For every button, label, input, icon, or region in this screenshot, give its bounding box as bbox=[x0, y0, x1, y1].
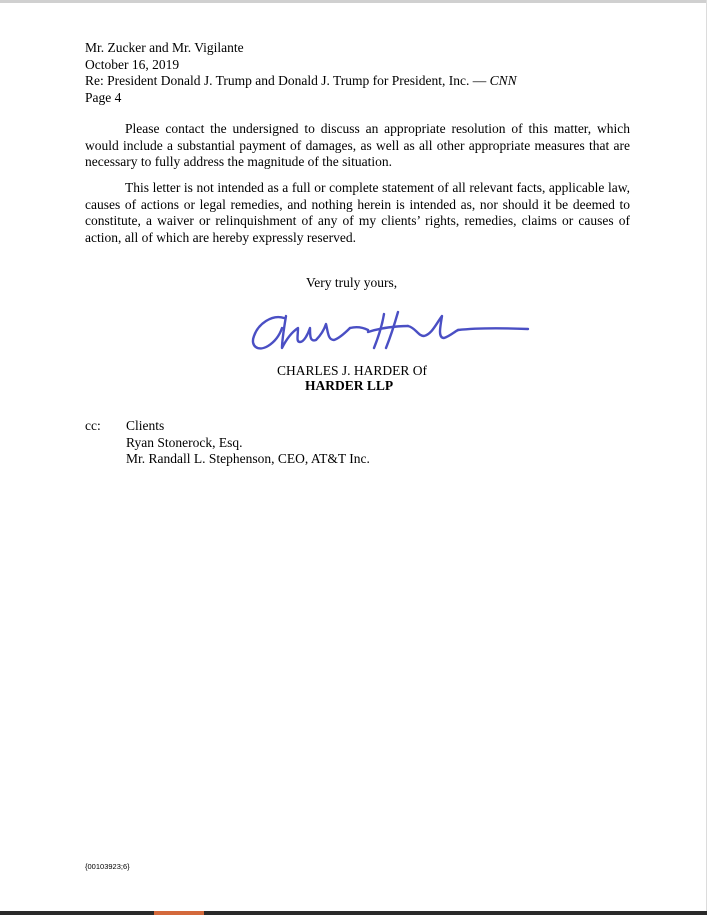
date-line: October 16, 2019 bbox=[85, 56, 180, 72]
re-line bbox=[85, 73, 517, 90]
bottom-bar-accent bbox=[154, 911, 204, 915]
valediction: Very truly yours, bbox=[306, 275, 398, 290]
page-number: Page 4 bbox=[85, 89, 122, 105]
handwritten-signature bbox=[246, 306, 536, 356]
letter-header bbox=[85, 40, 517, 106]
page-top-edge bbox=[0, 0, 707, 3]
cc-label: cc: bbox=[85, 418, 101, 433]
body-paragraph-2: This letter is not intended as a full or complete statement of all relevant facts, applicable law, causes of actions or legal remedies, and nothing herein is intended as, nor should it be deemed to constitute, a waiver or relinquishment of any of my clients’ rights, remedies, claims or causes of action, all of which are hereby expressly reserved. bbox=[85, 180, 630, 245]
cc-list bbox=[126, 418, 370, 468]
firm-name: HARDER LLP bbox=[305, 378, 394, 393]
re-case-name: CNN bbox=[489, 73, 517, 88]
cc-recipient: Mr. Randall L. Stephenson, CEO, AT&T Inc. bbox=[126, 451, 370, 466]
signature-strokes bbox=[253, 312, 528, 348]
document-number: {00103923;6} bbox=[85, 862, 130, 871]
signer-name: CHARLES J. HARDER Of bbox=[277, 363, 428, 378]
recipients-line: Mr. Zucker and Mr. Vigilante bbox=[85, 40, 244, 55]
body-paragraph-1: Please contact the undersigned to discuss an appropriate resolution of this matter, which would include a substantial payment of damages, as well as all other appropriate measures that are necessary to fully address the magnitude of the situation. bbox=[85, 121, 630, 170]
cc-recipient: Clients bbox=[126, 418, 165, 433]
bottom-bar bbox=[0, 911, 707, 915]
cc-recipient: Ryan Stonerock, Esq. bbox=[126, 434, 243, 450]
re-line-text: Re: President Donald J. Trump and Donald J. Trump for President, Inc. — bbox=[85, 73, 490, 88]
